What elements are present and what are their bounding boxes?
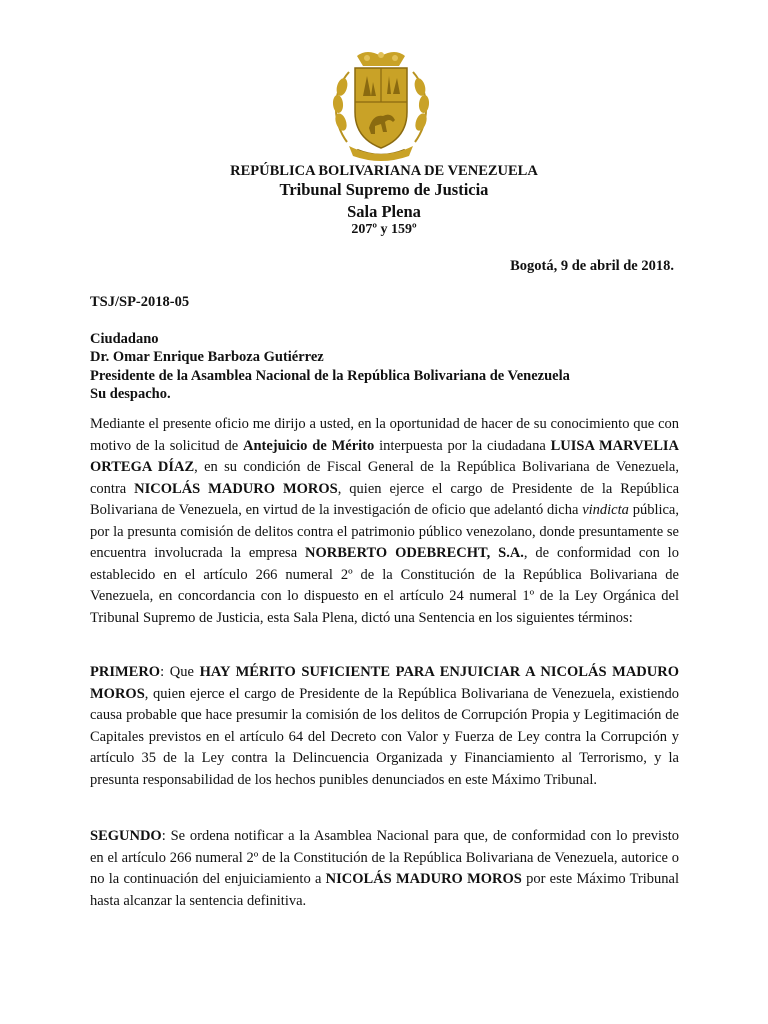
addressee-block: [90, 330, 570, 403]
text-run: , en su condición de Fiscal General de la República Bolivariana de Venezuela, contra: [90, 459, 679, 497]
text-run: , quien ejerce el cargo de Presidente de la República Bolivariana de Venezuela, en virtud de la investigación de oficio que adelantó dicha: [90, 480, 680, 518]
heading-years: 207º y 159º: [351, 222, 417, 237]
addressee-office: Su despacho.: [90, 385, 171, 402]
paragraph-introduction: [90, 414, 679, 629]
paragraph-primero: [90, 662, 679, 791]
text-run: por este Máximo Tribunal hasta alcanzar la sentencia definitiva.: [90, 871, 680, 909]
heading-country: REPÚBLICA BOLIVARIANA DE VENEZUELA: [230, 163, 538, 179]
text-run: Mediante el presente oficio me dirijo a usted, en la oportunidad de hacer de su conocimiento que con motivo de la solicitud de: [90, 416, 679, 454]
text-run: pública, por la presunta comisión de delitos contra el patrimonio público venezolano, donde presuntamente se encuentra involucrada la empresa: [90, 502, 679, 561]
bold-name: NICOLÁS MADURO MOROS: [134, 480, 338, 497]
text-run: : Se ordena notificar a la Asamblea Nacional para que, de conformidad con lo previsto en el artículo 266 numeral 2º de la Constitución de la República Bolivariana de Venezuela, autorice o no la continuación del enjuiciamiento a: [90, 828, 679, 887]
dateline: Bogotá, 9 de abril de 2018.: [510, 258, 674, 274]
bold-label: PRIMERO: [90, 664, 161, 680]
addressee-name: Dr. Omar Enrique Barboza Gutiérrez: [90, 349, 324, 366]
text-run: : Que: [160, 664, 200, 680]
bold-label: SEGUNDO: [90, 828, 162, 844]
italic-term: vindicta: [582, 502, 629, 518]
bold-name: NICOLÁS MADURO MOROS: [325, 871, 522, 887]
heading-court: Tribunal Supremo de Justicia: [279, 180, 489, 199]
bold-term: Antejuicio de Mérito: [243, 437, 375, 454]
reference-number: TSJ/SP-2018-05: [90, 294, 190, 310]
addressee-title: Ciudadano: [90, 331, 159, 347]
text-run: , de conformidad con lo establecido en el artículo 266 numeral 2º de la Constitución de la República Bolivariana de Venezuela, en concordancia con lo dispuesto en el artículo 24 numeral 1º de la Ley Orgánica del Tribunal Supremo de Justicia, esta Sala Plena, dictó una Sentencia en los siguientes términos:: [90, 545, 679, 626]
text-run: , quien ejerce el cargo de Presidente de la República Bolivariana de Venezuela, existiendo causa probable que hace presumir la comisión de los delitos de Corrupción Propia y Legitimación de Capitales previstos en el artículo 64 del Decreto con Valor y Fuerza de Ley contra la Corrupción y artículo 35 de la Ley contra la Delincuencia Organizada y Financiamiento al Terrorismo, y la presunta responsabilidad de los hechos punibles denunciados en este Máximo Tribunal.: [90, 685, 679, 788]
coat-of-arms-emblem: [327, 50, 435, 162]
addressee-position: Presidente de la Asamblea Nacional de la República Bolivariana de Venezuela: [90, 367, 570, 384]
bold-ruling: HAY MÉRITO SUFICIENTE PARA ENJUICIAR A NICOLÁS MADURO MOROS: [90, 664, 679, 702]
text-run: interpuesta por la ciudadana: [374, 437, 551, 454]
heading-chamber: Sala Plena: [347, 202, 421, 221]
bold-name: LUISA MARVELIA ORTEGA DÍAZ: [90, 437, 679, 475]
paragraph-segundo: [90, 826, 679, 912]
bold-company: NORBERTO ODEBRECHT, S.A.: [305, 545, 524, 561]
